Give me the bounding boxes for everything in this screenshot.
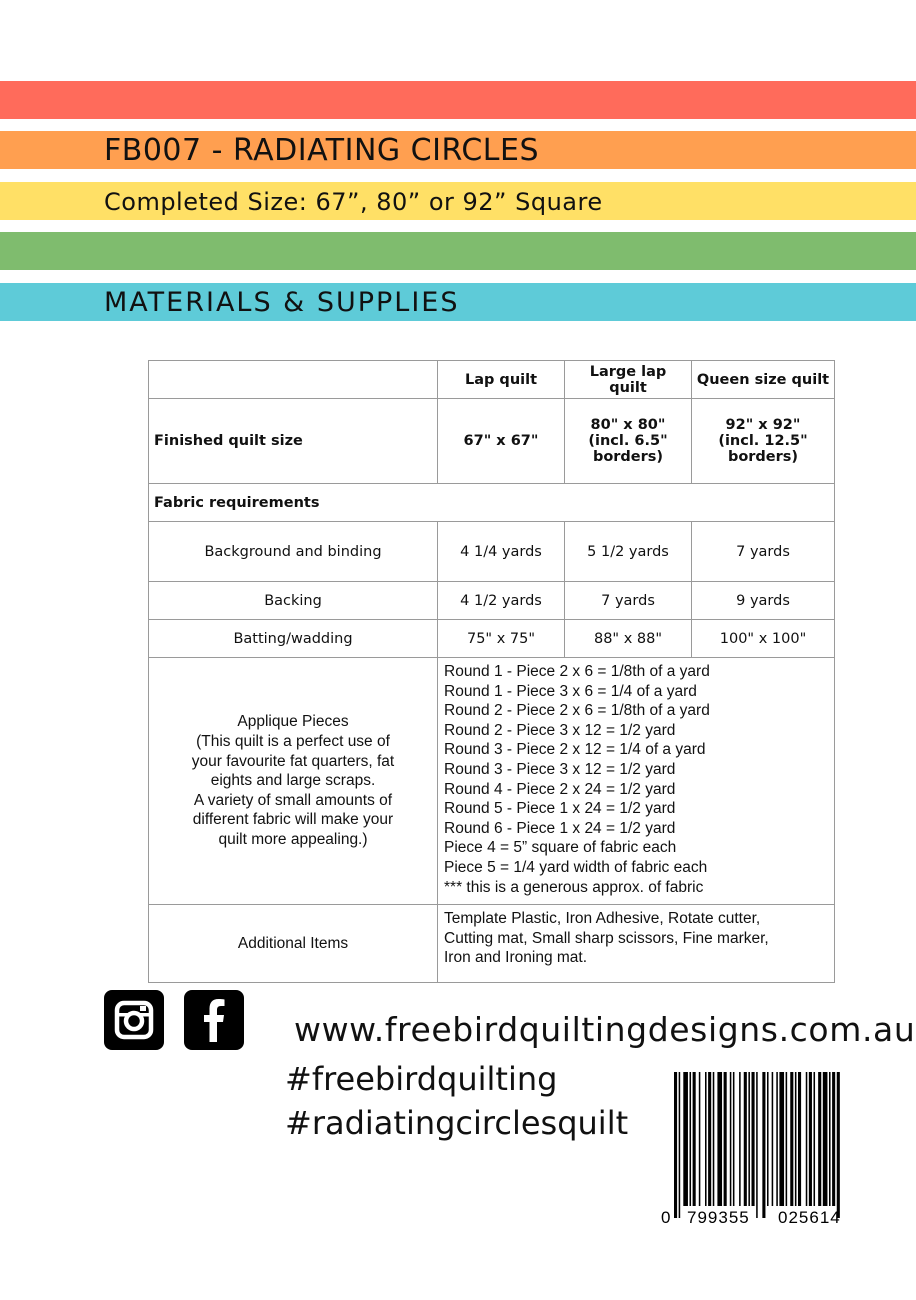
row-label-background: Background and binding <box>149 522 438 582</box>
section-title: MATERIALS & SUPPLIES <box>104 287 460 318</box>
table-row-applique <box>149 658 835 905</box>
barcode-bar <box>786 1072 788 1206</box>
completed-size: Completed Size: 67”, 80” or 92” Square <box>104 188 603 216</box>
additional-items-list <box>438 905 835 983</box>
barcode-bar <box>795 1072 797 1206</box>
table-row-fabric-requirements <box>149 484 835 522</box>
barcode-bar <box>767 1072 769 1206</box>
table-row <box>149 620 835 658</box>
barcode-bar <box>779 1072 784 1206</box>
barcode-bar <box>776 1072 778 1206</box>
barcode-digit-first: 0 <box>661 1208 671 1227</box>
cell-lap: 4 1/4 yards <box>438 522 565 582</box>
barcode-bar <box>752 1072 755 1206</box>
list-item: Round 2 - Piece 3 x 12 = 1/2 yard <box>444 721 676 739</box>
facebook-icon[interactable] <box>184 990 244 1050</box>
green-stripe <box>0 232 916 270</box>
cell-queen: 100" x 100" <box>692 620 835 658</box>
barcode-bar <box>790 1072 793 1206</box>
finished-size-label: Finished quilt size <box>149 399 438 484</box>
barcode-bar <box>818 1072 821 1206</box>
barcode-bar <box>713 1072 715 1206</box>
barcode-bar <box>762 1072 765 1218</box>
barcode-bar <box>739 1072 741 1206</box>
barcode-bar <box>829 1072 831 1206</box>
applique-label: Applique Pieces (This quilt is a perfect use of your favourite fat quarters, fat eights and large scraps. A variety of small amounts of different fabric will make your quilt more appealing.) <box>149 658 438 905</box>
applique-list <box>438 658 835 905</box>
barcode-bar <box>690 1072 692 1206</box>
column-header-lap: Lap quilt <box>438 361 565 399</box>
cell-large-lap: 88" x 88" <box>565 620 692 658</box>
blue-stripe <box>0 283 916 321</box>
barcode-bar <box>772 1072 774 1206</box>
cell-queen: 7 yards <box>692 522 835 582</box>
cell-lap: 4 1/2 yards <box>438 582 565 620</box>
barcode-bar <box>730 1072 732 1206</box>
list-item: Round 1 - Piece 2 x 6 = 1/8th of a yard <box>444 663 710 680</box>
column-header-large-lap: Large lap quilt <box>565 361 692 399</box>
barcode-bar <box>674 1072 677 1218</box>
materials-table <box>148 360 835 983</box>
hashtag-radiatingcirclesquilt: #radiatingcirclesquilt <box>285 1104 629 1142</box>
cell-queen: 9 yards <box>692 582 835 620</box>
additional-items-label: Additional Items <box>149 905 438 983</box>
list-item: Round 5 - Piece 1 x 24 = 1/2 yard <box>444 800 676 818</box>
table-row-additional <box>149 905 835 983</box>
barcode-bar <box>814 1072 816 1206</box>
barcode-bar <box>708 1072 711 1206</box>
yellow-stripe <box>0 182 916 220</box>
fabric-requirements-heading: Fabric requirements <box>149 484 835 522</box>
cell-lap: 75" x 75" <box>438 620 565 658</box>
barcode-bar <box>693 1072 696 1206</box>
instagram-icon[interactable] <box>104 990 164 1050</box>
list-item: Round 1 - Piece 3 x 6 = 1/4 of a yard <box>444 682 697 700</box>
barcode-bar <box>806 1072 808 1206</box>
list-item: Template Plastic, Iron Adhesive, Rotate cutter, <box>444 910 761 927</box>
row-label-batting: Batting/wadding <box>149 620 438 658</box>
list-item: *** this is a generous approx. of fabric <box>444 878 704 896</box>
table-row <box>149 582 835 620</box>
list-item: Round 6 - Piece 1 x 24 = 1/2 yard <box>444 819 676 837</box>
red-stripe <box>0 81 916 119</box>
barcode-bar <box>724 1072 727 1206</box>
hashtag-freebirdquilting: #freebirdquilting <box>285 1060 558 1098</box>
list-item: Piece 4 = 5” square of fabric each <box>444 839 677 857</box>
barcode-bar <box>756 1072 758 1218</box>
orange-stripe <box>0 131 916 169</box>
barcode-bars <box>674 1072 840 1218</box>
barcode-bar <box>798 1072 801 1206</box>
barcode-bar <box>809 1072 812 1206</box>
list-item: Round 2 - Piece 2 x 6 = 1/8th of a yard <box>444 702 710 720</box>
table-row-finished-size <box>149 399 835 484</box>
list-item: Round 3 - Piece 2 x 12 = 1/4 of a yard <box>444 741 706 759</box>
list-item: Piece 5 = 1/4 yard width of fabric each <box>444 858 708 876</box>
cell-large-lap: 5 1/2 yards <box>565 522 692 582</box>
list-item: Round 4 - Piece 2 x 24 = 1/2 yard <box>444 780 676 798</box>
table-header-row <box>149 361 835 399</box>
barcode-bar <box>823 1072 828 1206</box>
barcode-bar <box>744 1072 747 1206</box>
column-header-queen: Queen size quilt <box>692 361 835 399</box>
table-row <box>149 522 835 582</box>
barcode-bar <box>683 1072 688 1206</box>
list-item: Cutting mat, Small sharp scissors, Fine marker, <box>444 929 769 947</box>
barcode-bar <box>699 1072 701 1206</box>
finished-size-queen: 92" x 92" (incl. 12.5" borders) <box>692 399 835 484</box>
website-link[interactable]: www.freebirdquiltingdesigns.com.au <box>294 1010 916 1049</box>
list-item: Iron and Ironing mat. <box>444 949 588 967</box>
barcode-bar <box>717 1072 722 1206</box>
cell-large-lap: 7 yards <box>565 582 692 620</box>
barcode-bar <box>733 1072 735 1206</box>
finished-size-large-lap: 80" x 80" (incl. 6.5" borders) <box>565 399 692 484</box>
barcode-digits-left: 799355 <box>687 1208 750 1227</box>
barcode-bar <box>705 1072 707 1206</box>
list-item: Round 3 - Piece 3 x 12 = 1/2 yard <box>444 760 676 778</box>
barcode-digits-right: 025614 <box>778 1208 841 1227</box>
barcode-bar <box>832 1072 835 1206</box>
row-label-backing: Backing <box>149 582 438 620</box>
barcode <box>661 1072 864 1227</box>
barcode-bar <box>679 1072 681 1218</box>
header-empty-cell <box>149 361 438 399</box>
finished-size-lap: 67" x 67" <box>438 399 565 484</box>
barcode-bar <box>837 1072 840 1218</box>
barcode-bar <box>748 1072 750 1206</box>
page-title: FB007 - RADIATING CIRCLES <box>104 133 539 168</box>
